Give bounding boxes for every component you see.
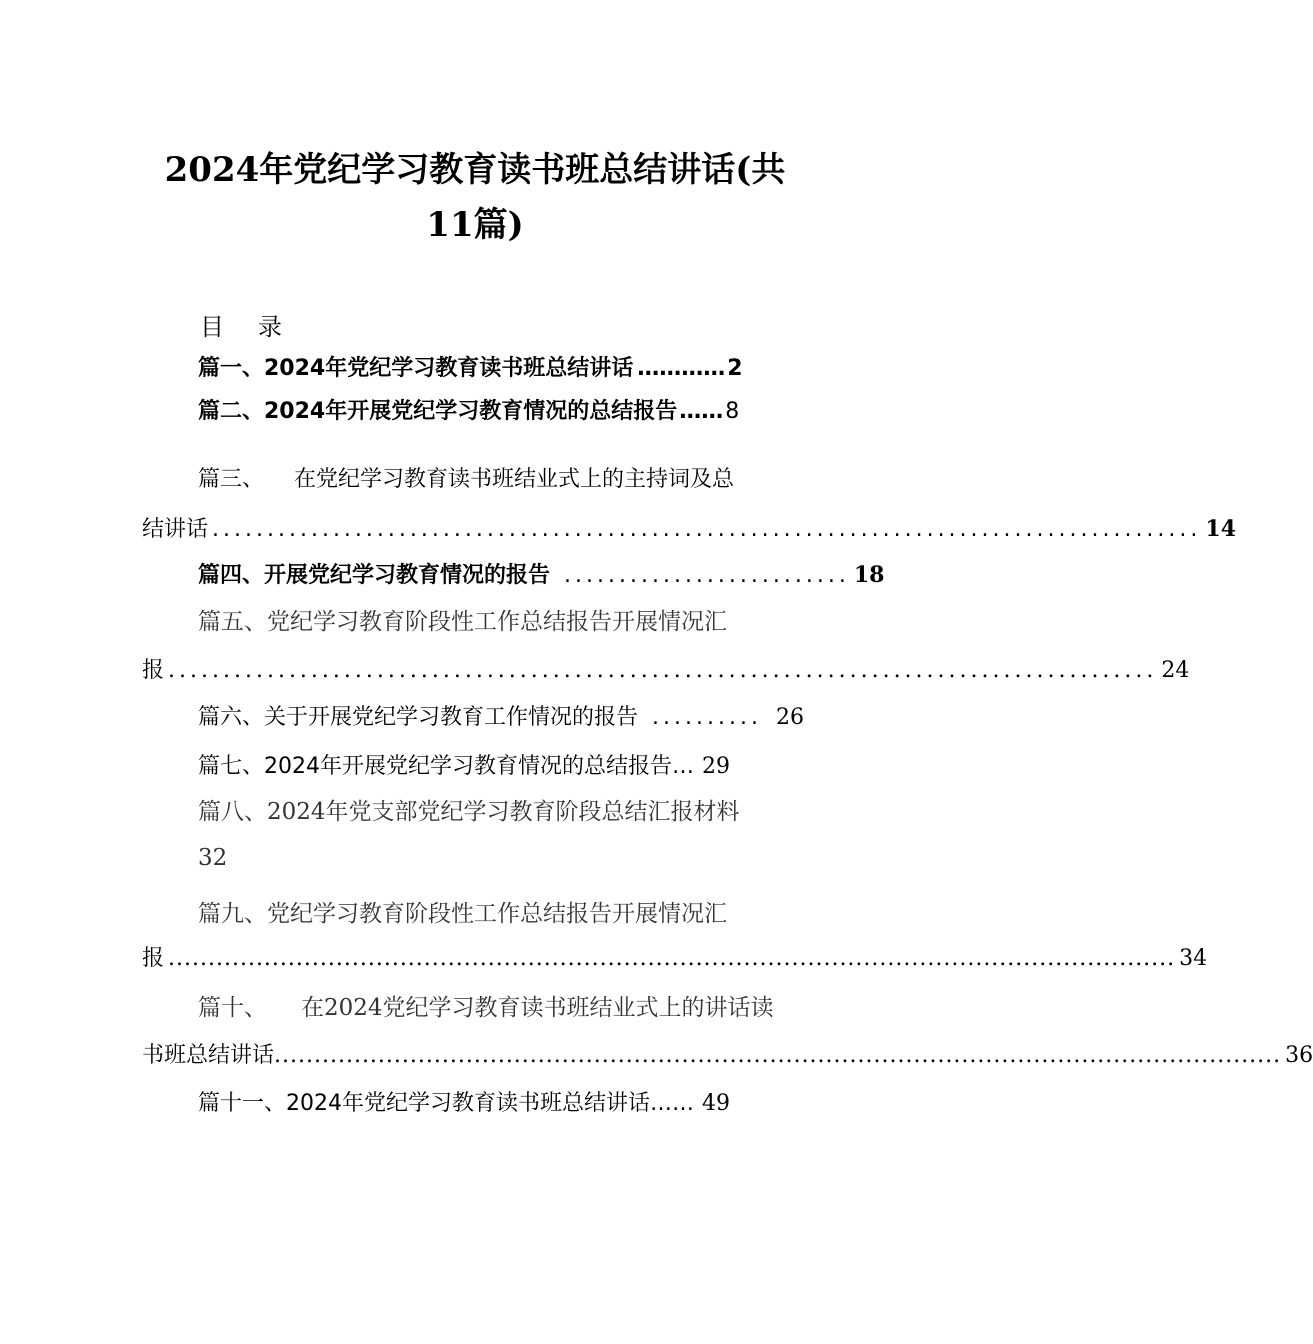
toc-entry-10-cont[interactable] xyxy=(142,1041,1313,1071)
toc-entry-3[interactable] xyxy=(198,465,734,495)
toc-entry-page: 2 xyxy=(727,356,743,381)
toc-entry-page: 8 xyxy=(725,399,740,424)
toc-entry-9[interactable]: 篇九、党纪学习教育阶段性工作总结报告开展情况汇 xyxy=(198,901,727,927)
toc-heading xyxy=(200,307,282,342)
toc-entry-9-cont[interactable] xyxy=(142,944,1208,974)
toc-entry-label: 书班总结讲话 xyxy=(142,1043,275,1068)
toc-entry-2[interactable] xyxy=(198,397,802,427)
toc-entry-label: 报 xyxy=(142,946,165,971)
toc-entry-10[interactable] xyxy=(198,993,774,1023)
toc-entry-6[interactable] xyxy=(198,703,804,733)
toc-entry-dots: .......................................................................................... xyxy=(168,658,1158,683)
toc-entry-11[interactable] xyxy=(198,1089,810,1119)
toc-entry-label: 篇十一、2024年党纪学习教育读书班总结讲话 xyxy=(198,1091,650,1116)
toc-entry-5-cont[interactable] xyxy=(142,656,1190,686)
toc-entry-page: 18 xyxy=(853,562,885,588)
toc-entry-label: 篇一、2024年党纪学习教育读书班总结讲话 xyxy=(198,356,634,381)
toc-entry-page: 34 xyxy=(1179,946,1208,971)
toc-entry-label: 结讲话 xyxy=(142,517,209,542)
toc-entry-dots: …… xyxy=(650,1091,694,1116)
toc-entry-label-cont: 在党纪学习教育读书班结业式上的主持词及总 xyxy=(294,467,735,492)
toc-entry-dots: .......... xyxy=(652,705,762,730)
toc-entry-7[interactable] xyxy=(198,752,810,782)
toc-heading-char-2: 录 xyxy=(258,313,282,341)
toc-entry-label: 篇十、 xyxy=(198,995,267,1021)
toc-entry-page: 14 xyxy=(1205,516,1237,542)
toc-entry-page: 26 xyxy=(776,705,804,730)
toc-heading-char-1: 目 xyxy=(200,313,224,341)
document-title-line-1: 2024年党纪学习教育读书班总结讲话(共 xyxy=(164,150,786,190)
toc-entry-dots: …… xyxy=(679,399,724,424)
toc-entry-4[interactable] xyxy=(198,560,885,591)
toc-entry-page: 24 xyxy=(1161,658,1190,683)
toc-entry-label: 篇六、关于开展党纪学习教育工作情况的报告 xyxy=(198,705,639,730)
toc-entry-3-cont[interactable] xyxy=(142,514,1237,545)
toc-entry-page: 36 xyxy=(1285,1043,1313,1068)
toc-entry-label: 篇二、2024年开展党纪学习教育情况的总结报告 xyxy=(198,399,678,424)
toc-entry-5[interactable]: 篇五、党纪学习教育阶段性工作总结报告开展情况汇 xyxy=(198,609,727,635)
toc-entry-dots: .......................... xyxy=(564,563,850,588)
toc-entry-page: 49 xyxy=(702,1091,730,1116)
toc-entry-dots: .............................................................................................................................. xyxy=(168,946,1176,971)
toc-entry-page: 29 xyxy=(702,754,730,779)
toc-entry-label-cont: 在2024党纪学习教育读书班结业式上的讲话读 xyxy=(301,995,774,1021)
toc-entry-dots: … xyxy=(672,754,694,779)
toc-entry-dots: .............................................................................................................................. xyxy=(274,1043,1282,1068)
toc-entry-dots: .......................................................................................... xyxy=(212,517,1202,542)
toc-entry-label: 篇三、 xyxy=(198,467,265,492)
toc-entry-1[interactable] xyxy=(198,354,802,384)
toc-entry-label: 篇四、开展党纪学习教育情况的报告 xyxy=(198,563,551,588)
toc-entry-8-page: 32 xyxy=(198,845,228,871)
toc-entry-8[interactable]: 篇八、2024年党支部党纪学习教育阶段总结汇报材料 xyxy=(198,799,740,825)
toc-entry-label: 报 xyxy=(142,658,165,683)
toc-entry-label: 篇七、2024年开展党纪学习教育情况的总结报告 xyxy=(198,754,672,779)
document-title-line-2: 11篇) xyxy=(426,205,524,245)
toc-entry-dots: ………… xyxy=(637,356,726,381)
